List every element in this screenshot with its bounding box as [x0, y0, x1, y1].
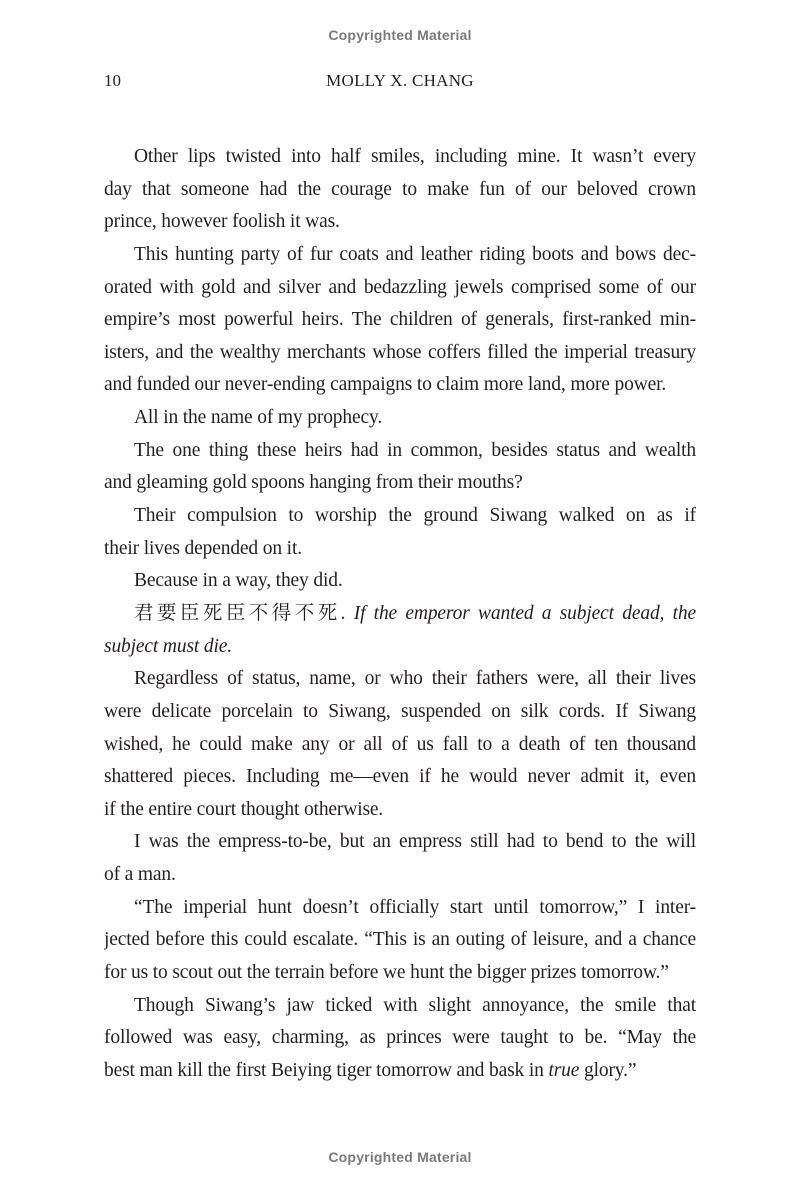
- text-segment: Though Siwang’s jaw ticked with slight annoyance, the smile that: [134, 994, 696, 1016]
- text-line: [104, 206, 696, 239]
- page-number: 10: [104, 71, 121, 90]
- running-title: MOLLY X. CHANG: [326, 71, 474, 90]
- text-line: [104, 304, 696, 337]
- text-segment: glory.”: [579, 1059, 637, 1081]
- italic-text: subject must die.: [104, 635, 232, 657]
- copyright-watermark-top: Copyrighted Material: [328, 27, 472, 43]
- text-line: [104, 794, 696, 827]
- text-line: [104, 337, 696, 370]
- text-segment: if the entire court thought otherwise.: [104, 798, 384, 820]
- text-line: [104, 859, 696, 892]
- body-text: [104, 141, 696, 1088]
- text-segment: prince, however foolish it was.: [104, 211, 340, 233]
- text-segment: 君要臣死臣不得不死.: [134, 602, 354, 624]
- text-segment: “The imperial hunt doesn’t officially start until tomorrow,” I inter-: [134, 896, 696, 918]
- text-segment: their lives depended on it.: [104, 537, 302, 559]
- text-segment: isters, and the wealthy merchants whose coffers filled the imperial treasury: [104, 341, 696, 363]
- copyright-watermark-bottom: Copyrighted Material: [328, 1149, 472, 1165]
- text-line: [104, 924, 696, 957]
- text-segment: day that someone had the courage to make fun of our beloved crown: [104, 178, 696, 200]
- text-segment: jected before this could escalate. “This is an outing of leisure, and a chance: [104, 929, 696, 951]
- italic-text: true: [548, 1059, 580, 1081]
- text-segment: and gleaming gold spoons hanging from their mouths?: [104, 472, 523, 494]
- text-line: [104, 239, 696, 272]
- text-segment: followed was easy, charming, as princes were taught to be. “May the: [104, 1027, 696, 1049]
- text-segment: were delicate porcelain to Siwang, suspended on silk cords. If Siwang: [104, 700, 696, 722]
- text-line: [104, 957, 696, 990]
- text-segment: The one thing these heirs had in common, besides status and wealth: [134, 439, 696, 461]
- text-line: [104, 435, 696, 468]
- text-segment: Because in a way, they did.: [134, 570, 343, 592]
- text-segment: for us to scout out the terrain before we hunt the bigger prizes tomorrow.”: [104, 962, 669, 984]
- text-line: [104, 500, 696, 533]
- text-line: [104, 1055, 696, 1088]
- text-line: [104, 1022, 696, 1055]
- text-line: [104, 696, 696, 729]
- text-line: [104, 663, 696, 696]
- text-segment: This hunting party of fur coats and leather riding boots and bows dec-: [134, 243, 696, 265]
- text-line: [104, 369, 696, 402]
- text-line: [104, 761, 696, 794]
- text-segment: best man kill the first Beiying tiger tomorrow and bask in: [104, 1059, 549, 1081]
- text-line: [104, 402, 696, 435]
- text-segment: I was the empress-to-be, but an empress still had to bend to the will: [134, 831, 696, 853]
- text-line: [104, 174, 696, 207]
- text-segment: of a man.: [104, 864, 176, 886]
- text-segment: Other lips twisted into half smiles, including mine. It wasn’t every: [134, 146, 696, 167]
- text-segment: All in the name of my prophecy.: [134, 407, 383, 429]
- text-line: [104, 729, 696, 762]
- text-line: [104, 533, 696, 566]
- text-line: [104, 565, 696, 598]
- text-line: [104, 272, 696, 305]
- text-line: [104, 892, 696, 925]
- text-line: [104, 141, 696, 174]
- text-line: [104, 631, 696, 664]
- text-line: [104, 826, 696, 859]
- text-segment: and funded our never-ending campaigns to claim more land, more power.: [104, 374, 667, 396]
- text-line: [104, 990, 696, 1023]
- text-segment: empire’s most powerful heirs. The children of generals, first-ranked min-: [104, 309, 696, 331]
- italic-text: If the emperor wanted a subject dead, the: [353, 602, 696, 624]
- text-line: [104, 467, 696, 500]
- text-segment: Regardless of status, name, or who their fathers were, all their lives: [134, 668, 696, 690]
- text-segment: Their compulsion to worship the ground Siwang walked on as if: [134, 505, 696, 527]
- text-line: [104, 598, 696, 631]
- text-segment: orated with gold and silver and bedazzling jewels comprised some of our: [104, 276, 696, 298]
- text-segment: wished, he could make any or all of us fall to a death of ten thousand: [104, 733, 696, 755]
- text-segment: shattered pieces. Including me—even if he would never admit it, even: [104, 766, 696, 788]
